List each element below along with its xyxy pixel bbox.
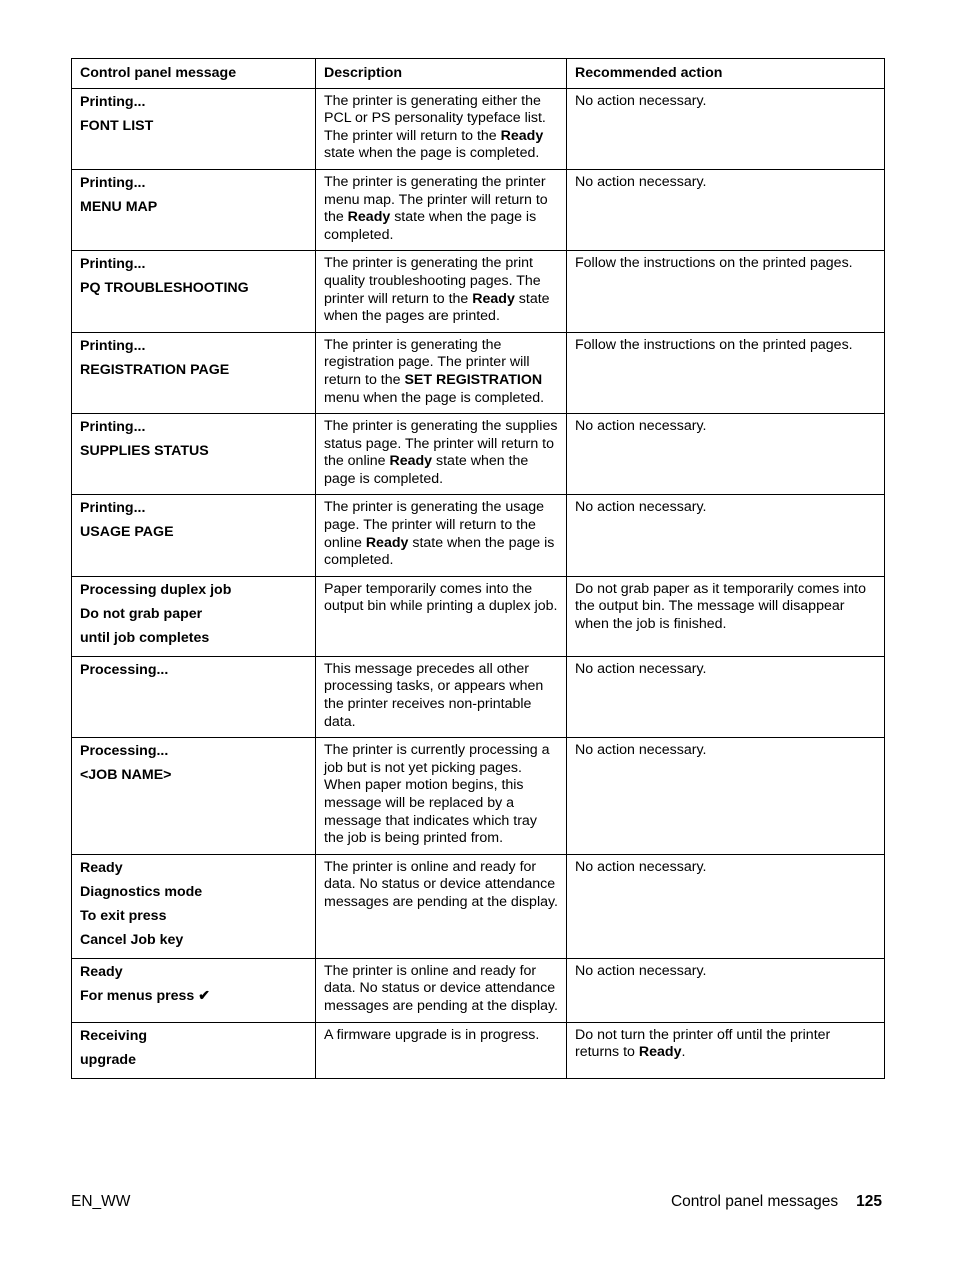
text-segment: state when the page is completed.	[324, 534, 555, 569]
message-line: USAGE PAGE	[80, 524, 174, 541]
message-cell	[72, 656, 316, 737]
text-segment: A firmware upgrade is in progress.	[324, 1026, 540, 1043]
description-cell	[316, 332, 567, 413]
message-line: To exit press	[80, 907, 167, 924]
message-line: Cancel Job key	[80, 931, 184, 948]
text-segment: No action necessary.	[575, 858, 707, 875]
message-line: FONT LIST	[80, 117, 154, 134]
message-line: Printing...	[80, 500, 146, 517]
description-cell	[316, 88, 567, 169]
text-segment: state when the page is completed.	[324, 145, 540, 162]
table-row	[72, 854, 885, 958]
action-cell	[567, 495, 885, 576]
action-cell	[567, 958, 885, 1022]
message-line: Receiving	[80, 1027, 148, 1044]
message-line: Printing...	[80, 93, 146, 110]
table-row	[72, 656, 885, 737]
description-cell	[316, 414, 567, 495]
emphasized-term: Ready	[472, 290, 515, 307]
emphasized-term: SET REGISTRATION	[404, 371, 543, 388]
table-row	[72, 576, 885, 656]
emphasized-term: Ready	[500, 127, 544, 144]
text-segment: state when the pages are printed.	[324, 290, 550, 325]
table-row	[72, 169, 885, 250]
control-panel-messages-table	[71, 58, 885, 1079]
message-cell	[72, 576, 316, 656]
action-cell	[567, 1022, 885, 1078]
message-cell	[72, 738, 316, 855]
message-cell	[72, 1022, 316, 1078]
table-row	[72, 495, 885, 576]
emphasized-term: Ready	[638, 1044, 682, 1061]
text-segment: The printer is generating the registration page. The printer will return to the	[324, 336, 530, 388]
text-segment: Do not turn the printer off until the printer returns to	[575, 1026, 831, 1061]
action-cell	[567, 854, 885, 958]
message-cell	[72, 495, 316, 576]
text-segment: The printer is generating the printer menu map. The printer will return to the	[324, 173, 548, 226]
text-segment: state when the page is completed.	[324, 453, 529, 487]
text-segment: No action necessary.	[575, 92, 707, 109]
message-line: For menus press ✔	[80, 987, 211, 1004]
text-segment: Do not grab paper as it temporarily comes into the output bin. The message will disappear when the job is finished.	[575, 580, 866, 633]
message-line: Processing duplex job	[80, 581, 232, 598]
description-cell	[316, 576, 567, 656]
description-cell	[316, 169, 567, 250]
footer-section-title: Control panel messages	[670, 1193, 839, 1210]
message-line: Do not grab paper	[80, 605, 203, 622]
message-line: Processing...	[80, 661, 169, 678]
emphasized-term: Ready	[365, 534, 409, 551]
text-segment: No action necessary.	[575, 660, 707, 677]
message-line: Processing...	[80, 743, 169, 760]
text-segment: No action necessary.	[575, 418, 707, 435]
table-body	[72, 88, 885, 1078]
column-header-message: Control panel message	[72, 59, 316, 89]
description-cell	[316, 958, 567, 1022]
message-line: <JOB NAME>	[80, 767, 172, 784]
message-cell	[72, 958, 316, 1022]
message-line: MENU MAP	[80, 198, 158, 215]
text-segment: Paper temporarily comes into the output bin while printing a duplex job.	[324, 580, 558, 615]
text-segment: state when the page is completed.	[324, 209, 537, 243]
action-cell	[567, 169, 885, 250]
text-segment: The printer is generating the print quality troubleshooting pages. The printer will return to the	[324, 255, 541, 307]
column-header-action: Recommended action	[567, 59, 885, 89]
text-segment: This message precedes all other processing tasks, or appears when the printer receives non-printable data.	[324, 660, 544, 730]
message-line: Printing...	[80, 174, 146, 191]
text-segment: Follow the instructions on the printed pages.	[575, 255, 853, 272]
message-cell	[72, 414, 316, 495]
description-cell	[316, 1022, 567, 1078]
description-cell	[316, 738, 567, 855]
action-cell	[567, 88, 885, 169]
message-cell	[72, 854, 316, 958]
message-cell	[72, 169, 316, 250]
text-segment: Follow the instructions on the printed pages.	[575, 336, 853, 353]
table-row	[72, 1022, 885, 1078]
message-line: SUPPLIES STATUS	[80, 443, 209, 460]
message-line: Printing...	[80, 419, 146, 436]
action-cell	[567, 332, 885, 413]
text-segment: The printer is online and ready for data. No status or device attendance messages are pending at the display.	[324, 858, 558, 910]
message-line: Diagnostics mode	[80, 883, 203, 900]
footer-right	[671, 1193, 882, 1211]
text-segment: The printer is generating the usage page. The printer will return to the online	[324, 499, 545, 551]
message-cell	[72, 88, 316, 169]
action-cell	[567, 656, 885, 737]
action-cell	[567, 414, 885, 495]
action-cell	[567, 738, 885, 855]
table-header-row	[72, 59, 885, 89]
page-number: 125	[856, 1193, 882, 1210]
footer-locale: EN_WW	[71, 1193, 131, 1210]
message-line: upgrade	[80, 1051, 136, 1068]
table-row	[72, 332, 885, 413]
description-cell	[316, 854, 567, 958]
column-header-description: Description	[316, 59, 567, 89]
table-row	[72, 958, 885, 1022]
message-line: until job completes	[80, 629, 210, 646]
message-line: Printing...	[80, 256, 146, 273]
message-cell	[72, 251, 316, 332]
message-line: PQ TROUBLESHOOTING	[80, 280, 249, 297]
text-segment: menu when the page is completed.	[324, 389, 545, 406]
message-line: Printing...	[80, 337, 146, 354]
description-cell	[316, 495, 567, 576]
table-row	[72, 251, 885, 332]
text-segment: The printer is online and ready for data. No status or device attendance messages are pending at the display.	[324, 962, 558, 1014]
text-segment: The printer is generating the supplies status page. The printer will return to the online	[324, 418, 558, 470]
table-row	[72, 88, 885, 169]
message-line: Ready	[80, 963, 123, 980]
text-segment: No action necessary.	[575, 499, 707, 516]
action-cell	[567, 251, 885, 332]
emphasized-term: Ready	[389, 453, 433, 470]
message-cell	[72, 332, 316, 413]
text-segment: No action necessary.	[575, 742, 707, 759]
message-line: REGISTRATION PAGE	[80, 361, 230, 378]
action-cell	[567, 576, 885, 656]
description-cell	[316, 656, 567, 737]
text-segment: The printer is currently processing a job but is not yet picking pages. When paper motion begins, this message will be replaced by a message that indicates which tray the job is being printed from.	[324, 742, 550, 847]
message-line: Ready	[80, 859, 123, 876]
emphasized-term: Ready	[347, 209, 391, 226]
text-segment: No action necessary.	[575, 173, 707, 190]
text-segment: .	[681, 1044, 686, 1061]
description-cell	[316, 251, 567, 332]
table-row	[72, 414, 885, 495]
table-row	[72, 738, 885, 855]
text-segment: No action necessary.	[575, 962, 707, 979]
text-segment: The printer is generating either the PCL or PS personality typeface list. The printer will return to the	[324, 92, 546, 144]
